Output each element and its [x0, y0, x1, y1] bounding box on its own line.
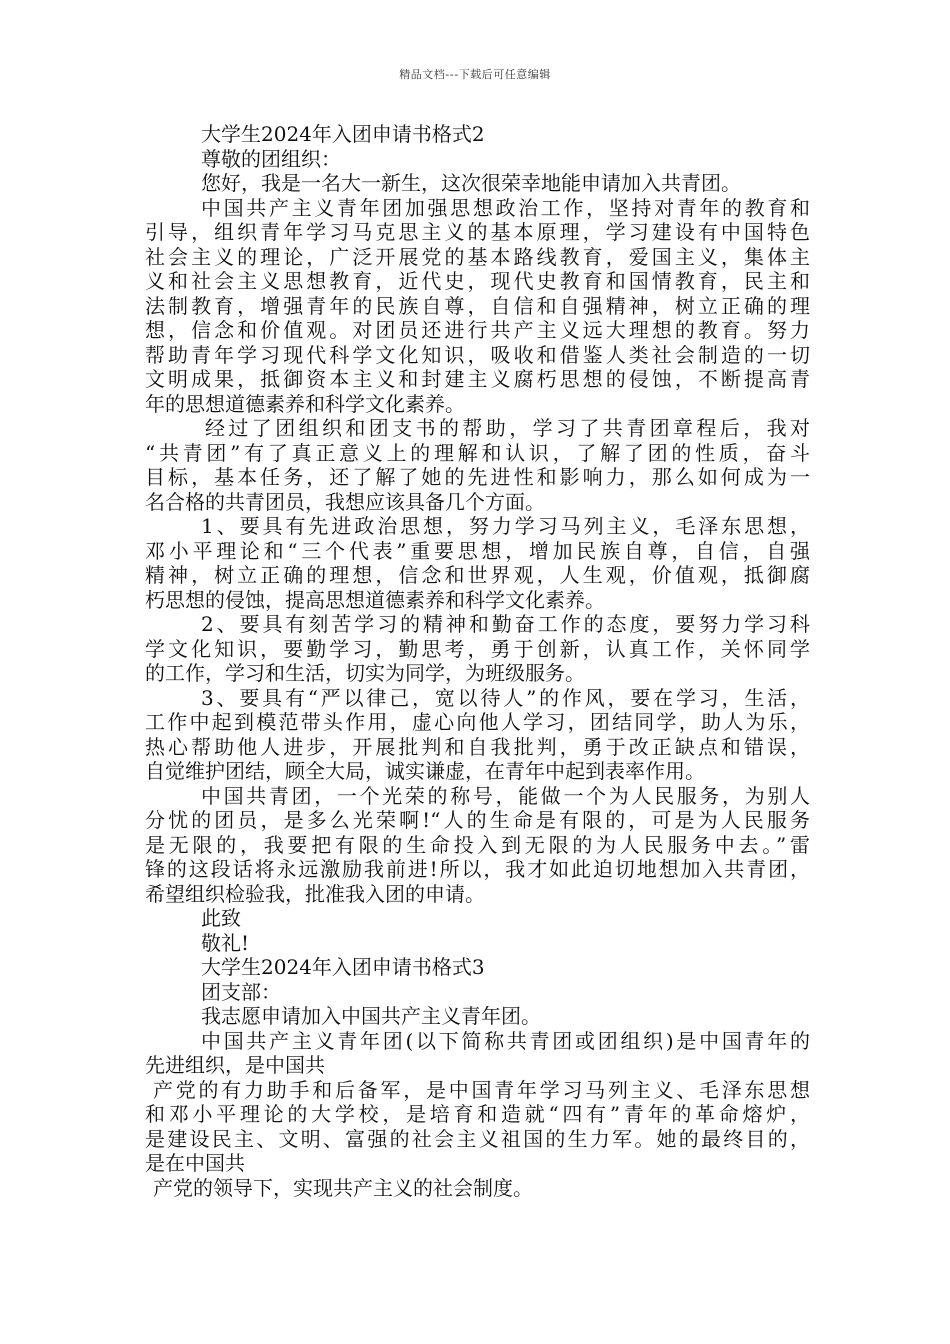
text-line: 锋的这段话将永远激励我前进!所以，我才如此迫切地想加入共青团，: [145, 857, 810, 881]
text-line: 是在中国共: [145, 1151, 245, 1175]
text-line: 中国共产主义青年团加强思想政治工作，坚持对青年的教育和: [201, 195, 810, 220]
text-line: 目标，基本任务，还了解了她的先进性和影响力，那么如何成为一: [145, 465, 810, 489]
text-line: 名合格的共青团员，我想应该具备几个方面。: [145, 489, 545, 514]
text-line: 先进组织，是中国共: [145, 1053, 325, 1077]
text-line: 工作中起到模范带头作用，虚心向他人学习，团结同学，助人为乐，: [145, 710, 810, 734]
text-line: 自觉维护团结，顾全大局，诚实谦虚，在青年中起到表率作用。: [145, 759, 705, 783]
text-line: 社会主义的理论，广泛开展党的基本路线教育，爱国主义，集体主: [145, 244, 810, 269]
text-line: 团支部：: [201, 979, 281, 1004]
text-line: 希望组织检验我，批准我入团的申请。: [145, 881, 485, 906]
text-line: 尊敬的团组织：: [201, 146, 341, 171]
text-line: 精神，树立正确的理想，信念和世界观，人生观，价值观，抵御腐: [145, 563, 810, 587]
text-line: 1、要具有先进政治思想，努力学习马列主义，毛泽东思想，: [201, 514, 810, 538]
text-line: 义和社会主义思想教育，近代史，现代史教育和国情教育，民主和: [145, 269, 810, 293]
text-line: 您好，我是一名大一新生，这次很荣幸地能申请加入共青团。: [201, 171, 741, 195]
text-line: 3、要具有“严以律己，宽以待人”的作风，要在学习，生活，: [201, 685, 810, 710]
text-line: 是无限的，我要把有限的生命投入到无限的为人民服务中去。”雷: [145, 832, 810, 857]
text-line: 文明成果，抵御资本主义和封建主义腐朽思想的侵蚀，不断提高青: [145, 367, 810, 391]
text-line: “共青团”有了真正意义上的理解和认识，了解了团的性质，奋斗: [145, 440, 810, 465]
page-header: 精品文档---下载后可任意编辑: [399, 68, 551, 81]
text-line: 我志愿申请加入中国共产主义青年团。: [201, 1004, 541, 1028]
text-line: 朽思想的侵蚀，提高思想道德素养和科学文化素养。: [145, 587, 605, 612]
text-line: 帮助青年学习现代科学文化知识，吸收和借鉴人类社会制造的一切: [145, 342, 810, 367]
text-line: 邓小平理论和“三个代表”重要思想，增加民族自尊，自信，自强: [145, 538, 810, 563]
text-line: 产党的有力助手和后备军，是中国青年学习马列主义、毛泽东思想: [153, 1077, 810, 1102]
text-line: 敬礼!: [201, 930, 250, 955]
text-line: 大学生2024年入团申请书格式3: [201, 955, 485, 979]
text-line: 年的思想道德素养和科学文化素养。: [145, 391, 465, 416]
text-line: 此致: [201, 906, 241, 930]
text-line: 是建设民主、文明、富强的社会主义祖国的生力军。她的最终目的，: [145, 1126, 810, 1151]
text-line: 热心帮助他人进步，开展批判和自我批判，勇于改正缺点和错误，: [145, 734, 810, 759]
text-line: 中国共产主义青年团(以下简称共青团或团组织)是中国青年的: [201, 1028, 810, 1053]
text-line: 2、要具有刻苦学习的精神和勤奋工作的态度，要努力学习科: [201, 612, 810, 636]
text-line: 引导，组织青年学习马克思主义的基本原理，学习建设有中国特色: [145, 220, 810, 244]
text-line: 和邓小平理论的大学校，是培育和造就“四有”青年的革命熔炉，: [145, 1102, 810, 1126]
text-line: 的工作，学习和生活，切实为同学，为班级服务。: [145, 661, 585, 685]
document-body: [145, 122, 810, 1200]
text-line: 大学生2024年入团申请书格式2: [201, 122, 485, 146]
text-line: 分忧的团员，是多么光荣啊!“人的生命是有限的，可是为人民服务: [145, 808, 810, 832]
text-line: 法制教育，增强青年的民族自尊，自信和自强精神，树立正确的理: [145, 293, 810, 318]
text-line: 想，信念和价值观。对团员还进行共产主义远大理想的教育。努力: [145, 318, 810, 342]
text-line: 产党的领导下，实现共产主义的社会制度。: [153, 1175, 533, 1200]
text-line: 经过了团组织和团支书的帮助，学习了共青团章程后，我对: [205, 416, 810, 440]
text-line: 学文化知识，要勤学习，勤思考，勇于创新，认真工作，关怀同学: [145, 636, 810, 661]
text-line: 中国共青团，一个光荣的称号，能做一个为人民服务，为别人: [201, 783, 810, 808]
